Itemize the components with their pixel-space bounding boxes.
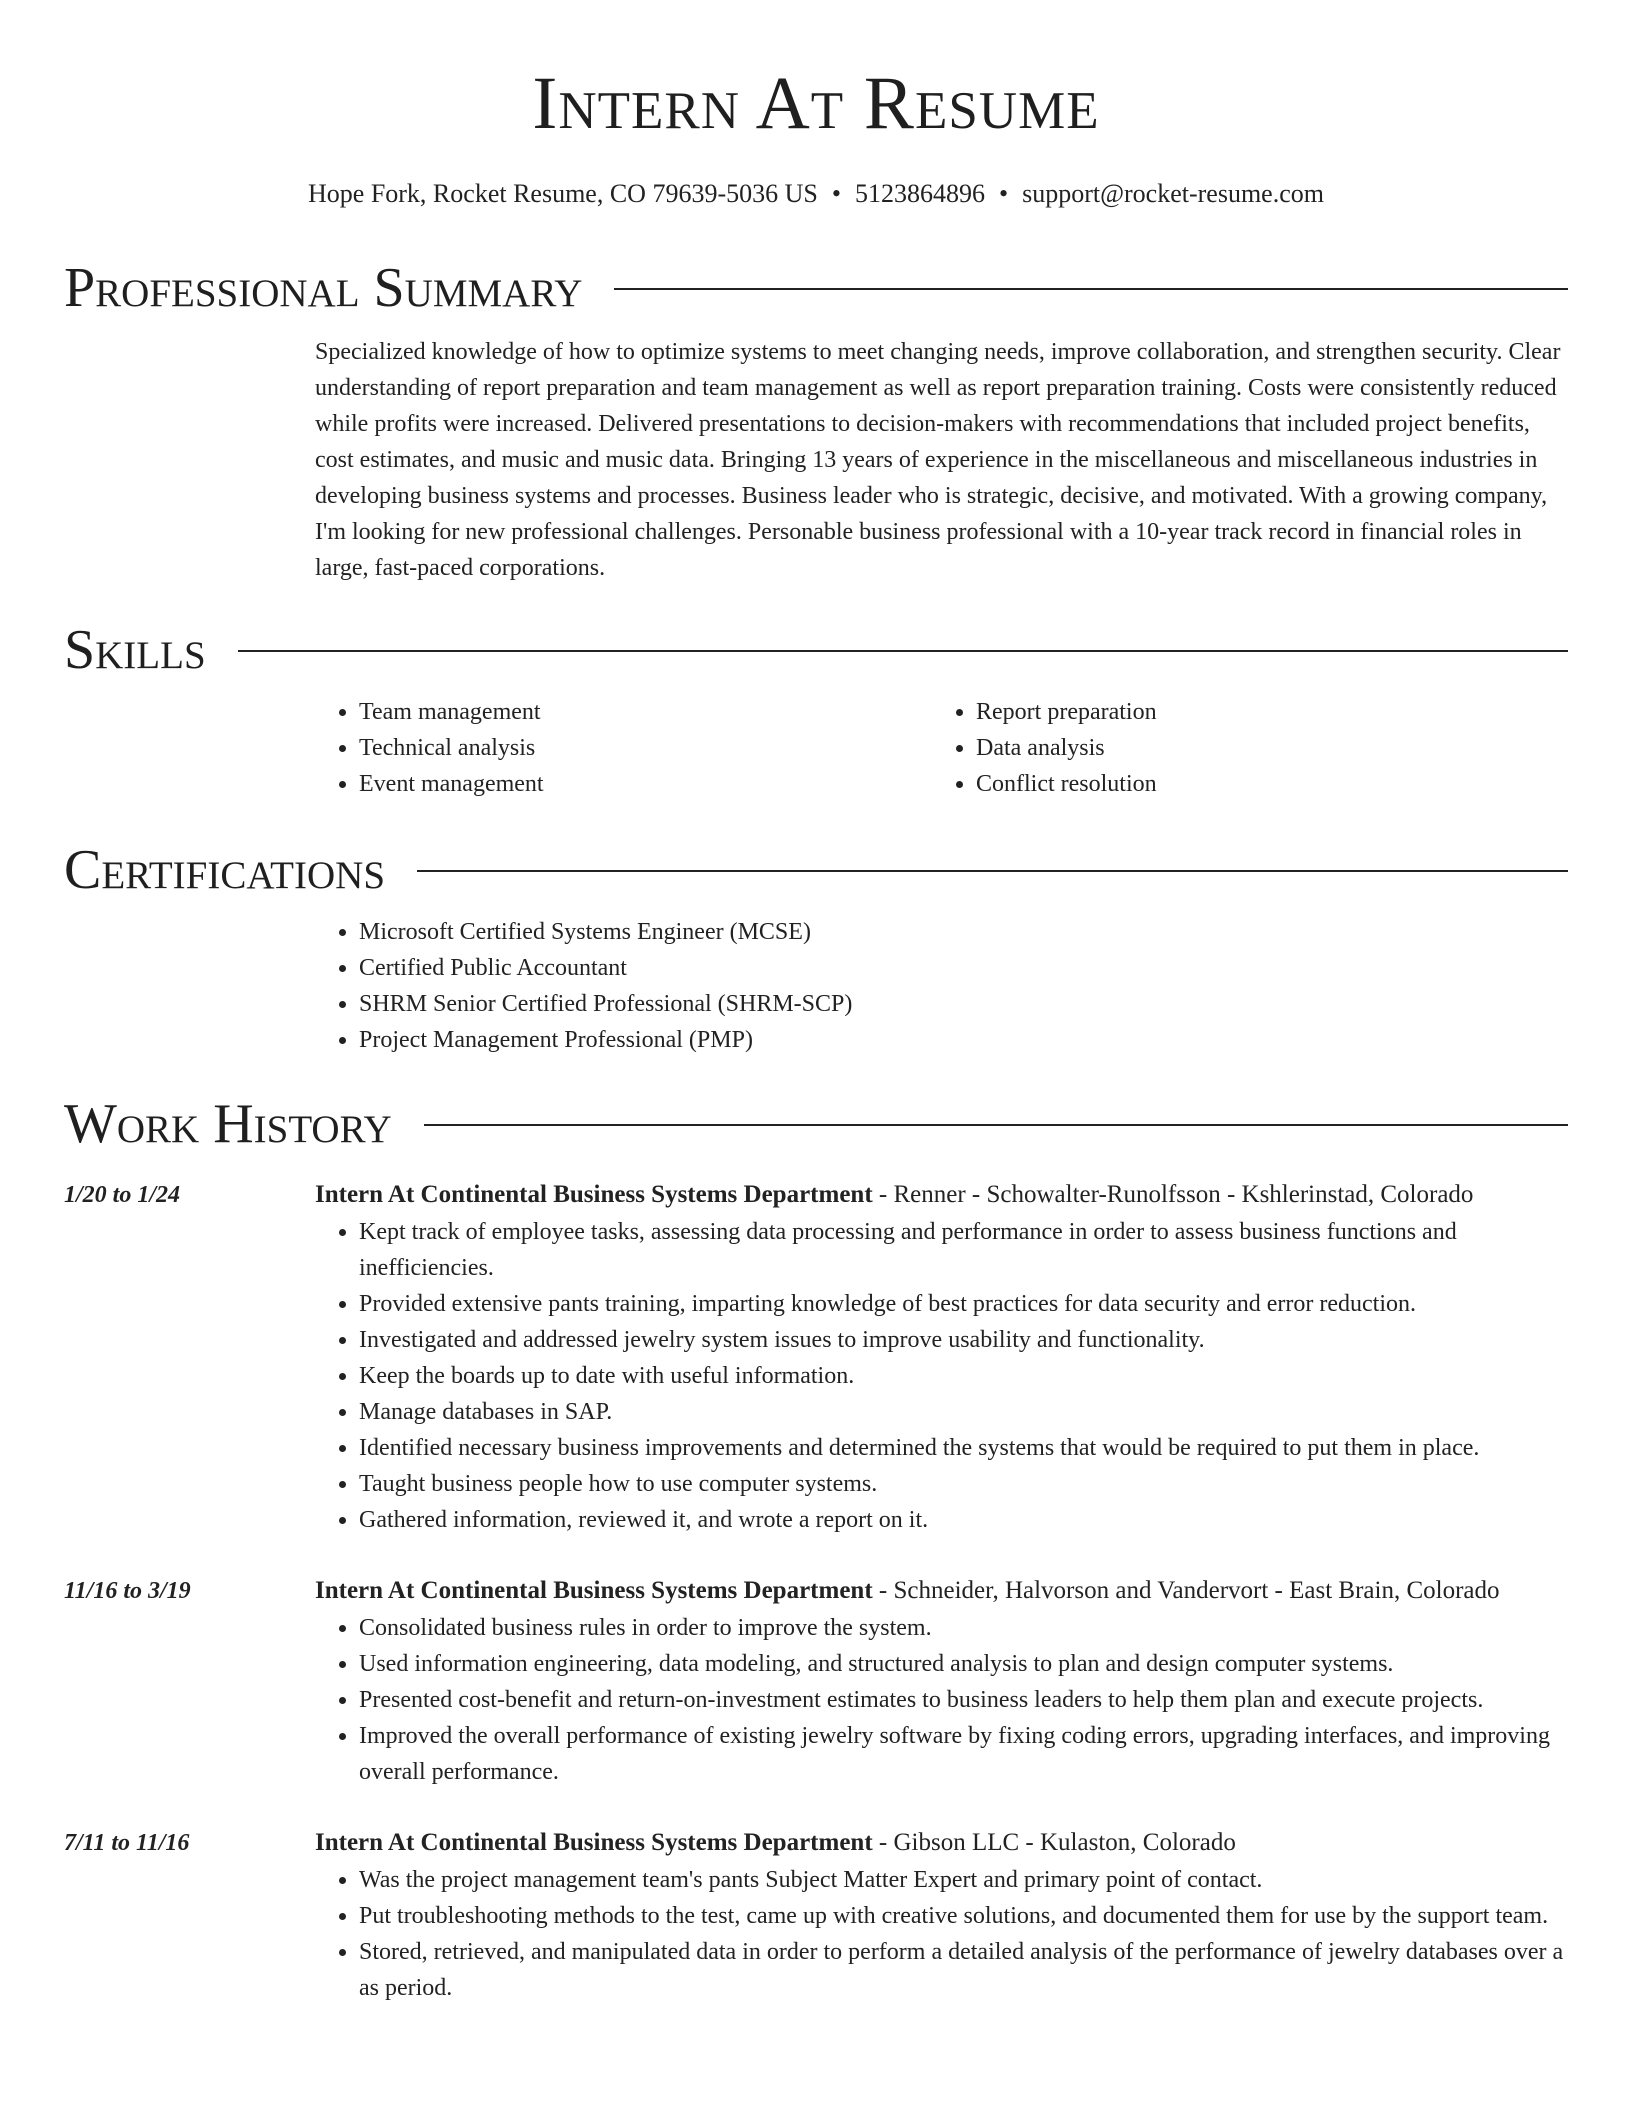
list-item: • Stored, retrieved, and manipulated data in order to perform a detailed analysis of the performance of jewelry databases over a as period. <box>359 1934 1568 2006</box>
job-position: Intern At Continental Business Systems Department <box>315 1829 873 1856</box>
job-title-line <box>315 1572 1568 1610</box>
separator-dot: • <box>831 179 841 208</box>
candidate-name: Intern At Resume <box>532 62 1100 145</box>
section-divider <box>424 1124 1568 1126</box>
list-item: • Data analysis <box>976 730 1549 766</box>
list-item: • Event management <box>359 766 932 802</box>
list-item: • Kept track of employee tasks, assessing data processing and performance in order to assess business functions and inefficiencies. <box>359 1214 1568 1286</box>
section-divider <box>417 870 1568 872</box>
list-item: • Investigated and addressed jewelry system issues to improve usability and functionality. <box>359 1322 1568 1358</box>
job-employer: - Renner - Schowalter-Runolfsson - Kshlerinstad, Colorado <box>872 1181 1474 1208</box>
list-item: • Presented cost-benefit and return-on-investment estimates to business leaders to help them plan and execute projects. <box>359 1682 1568 1718</box>
job-dates: 1/20 to 1/24 <box>64 1182 181 1208</box>
separator-dot: • <box>998 179 1009 208</box>
job-bullets <box>315 1214 1568 1538</box>
list-item: • Conflict resolution <box>976 766 1549 802</box>
section-divider <box>238 650 1568 652</box>
list-item: • Used information engineering, data modeling, and structured analysis to plan and design computer systems. <box>359 1646 1568 1682</box>
email: support@rocket-resume.com <box>1022 179 1324 208</box>
certifications-heading: Certifications <box>64 839 386 901</box>
list-item: • Taught business people how to use computer systems. <box>359 1466 1568 1502</box>
list-item: • Put troubleshooting methods to the test, came up with creative solutions, and documented them for use by the support team. <box>359 1898 1568 1934</box>
section-divider <box>614 288 1568 290</box>
job-position: Intern At Continental Business Systems Department <box>315 1181 873 1208</box>
summary-heading: Professional Summary <box>64 257 583 319</box>
resume-page <box>64 0 1568 2001</box>
work-history-section <box>64 1092 1568 2006</box>
list-item: • Provided extensive pants training, imparting knowledge of best practices for data security and error reduction. <box>359 1286 1568 1322</box>
job-entry <box>64 1176 1568 1538</box>
job-employer: - Schneider, Halvorson and Vandervort - East Brain, Colorado <box>872 1577 1500 1604</box>
list-item: • Was the project management team's pants Subject Matter Expert and primary point of contact. <box>359 1862 1568 1898</box>
job-title-line <box>315 1824 1568 1862</box>
summary-section <box>64 256 1568 586</box>
job-entry <box>64 1824 1568 2006</box>
list-item: • Technical analysis <box>359 730 932 766</box>
contact-line <box>64 176 1568 212</box>
work-history-heading: Work History <box>64 1093 392 1155</box>
list-item: • Identified necessary business improvements and determined the systems that would be required to put them in place. <box>359 1430 1568 1466</box>
address: Hope Fork, Rocket Resume, CO 79639-5036 US <box>308 179 818 208</box>
certifications-list <box>315 914 1568 1058</box>
job-entry <box>64 1572 1568 1790</box>
skills-heading: Skills <box>64 619 206 681</box>
job-title-line <box>315 1176 1568 1214</box>
list-item: • Microsoft Certified Systems Engineer (MCSE) <box>359 914 1568 950</box>
list-item: • Team management <box>359 694 932 730</box>
list-item: • Manage databases in SAP. <box>359 1394 1568 1430</box>
skills-list-left <box>315 694 932 802</box>
job-bullets <box>315 1862 1568 2006</box>
skills-list-right <box>932 694 1549 802</box>
list-item: • Consolidated business rules in order to improve the system. <box>359 1610 1568 1646</box>
list-item: • Gathered information, reviewed it, and wrote a report on it. <box>359 1502 1568 1538</box>
job-dates: 7/11 to 11/16 <box>64 1830 190 1856</box>
list-item: • SHRM Senior Certified Professional (SHRM-SCP) <box>359 986 1568 1022</box>
list-item: • Certified Public Accountant <box>359 950 1568 986</box>
skills-section <box>64 618 1568 802</box>
summary-text: Specialized knowledge of how to optimize systems to meet changing needs, improve collaboration, and strengthen security. Clear understanding of report preparation and team management as well as report preparation training. Costs were consistently reduced while profits were increased. Delivered presentations to decision-makers with recommendations that included project benefits, cost estimates, and music and music data. Bringing 13 years of experience in the miscellaneous and miscellaneous industries in developing business systems and processes. Business leader who is strategic, decisive, and motivated. With a growing company, I'm looking for new professional challenges. Personable business professional with a 10-year track record in financial roles in large, fast-paced corporations. <box>315 339 1561 581</box>
phone: 5123864896 <box>854 179 985 208</box>
job-position: Intern At Continental Business Systems Department <box>315 1577 873 1604</box>
job-employer: - Gibson LLC - Kulaston, Colorado <box>872 1829 1236 1856</box>
list-item: • Report preparation <box>976 694 1549 730</box>
list-item: • Improved the overall performance of existing jewelry software by fixing coding errors, upgrading interfaces, and improving overall performance. <box>359 1718 1568 1790</box>
job-bullets <box>315 1610 1568 1790</box>
certifications-section <box>64 838 1568 1058</box>
list-item: • Project Management Professional (PMP) <box>359 1022 1568 1058</box>
list-item: • Keep the boards up to date with useful information. <box>359 1358 1568 1394</box>
job-dates: 11/16 to 3/19 <box>64 1578 191 1604</box>
